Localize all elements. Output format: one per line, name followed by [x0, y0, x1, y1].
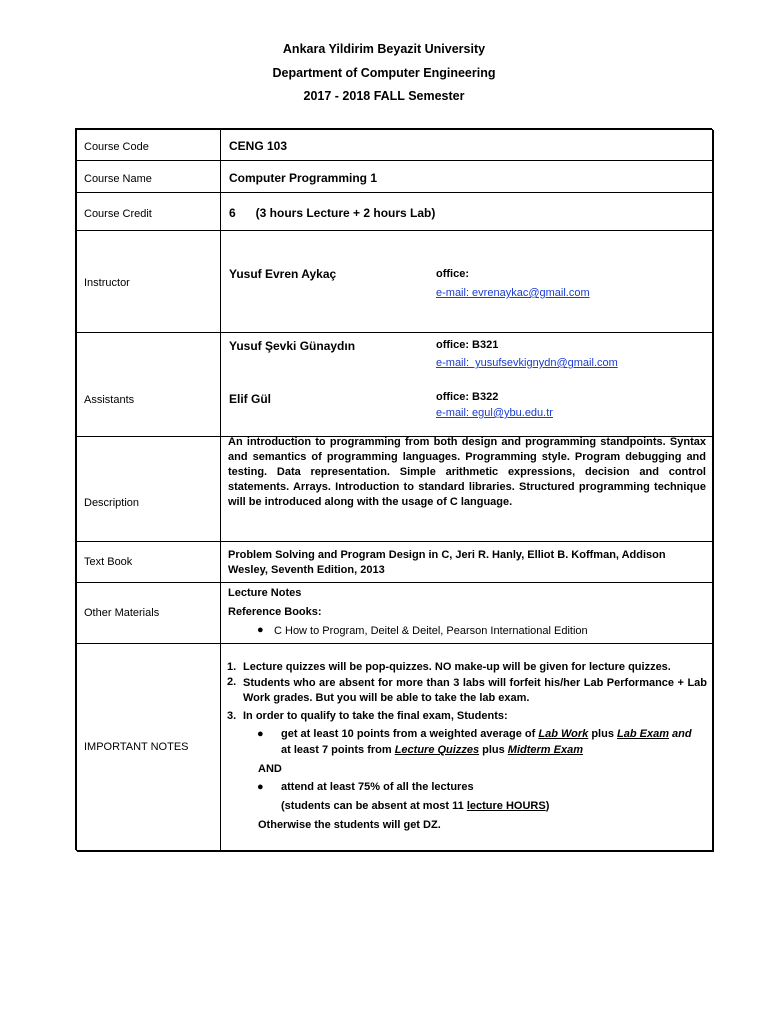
text-book-text: Problem Solving and Program Design in C, Jeri R. Hanly, Elliot B. Koffman, Addison Wesley, Seventh Edition, 2013	[228, 549, 666, 576]
lecture-notes: Lecture Notes	[228, 587, 302, 599]
row-divider	[77, 332, 712, 333]
instructor-label: Instructor	[84, 277, 130, 289]
description-text: An introduction to programming from both design and programming standpoints. Syntax and semantics of programming languages. Programming style. Program debugging and testing. Data representation. Simple arithmetic expressions, decision and control statements. Arrays. Introduction to standard libraries. Structured programming technique will be introduced along with the usage of C language.	[228, 436, 706, 508]
and-connector: AND	[258, 763, 282, 775]
assistant-email-link[interactable]: e-mail: egul@ybu.edu.tr	[436, 407, 553, 419]
text-book-label: Text Book	[84, 556, 133, 568]
exam-requirement-line1: get at least 10 points from a weighted average of Lab Work plus Lab Exam and	[281, 728, 692, 740]
instructor-office: office:	[436, 268, 469, 280]
row-divider	[77, 541, 712, 542]
university-title: Ankara Yildirim Beyazit University	[282, 42, 486, 56]
note-item: In order to qualify to take the final exam, Students:	[243, 710, 508, 722]
assistant-office: office: B322	[436, 391, 499, 403]
row-divider	[77, 582, 712, 583]
note-number: 2.	[227, 676, 237, 688]
assistant-name: Elif Gül	[229, 392, 271, 406]
column-divider	[220, 130, 221, 850]
assistant-name: Yusuf Şevki Günaydın	[229, 339, 356, 353]
other-materials-label: Other Materials	[84, 607, 160, 619]
assistant-email-link[interactable]: e-mail: yusufsevkignydn@gmail.com	[436, 357, 618, 369]
note-item: Students who are absent for more than 3 labs will forfeit his/her Lab Performance + Lab Work grades. But you will be able to take the lab exam.	[243, 677, 707, 704]
department-title: Department of Computer Engineering	[272, 66, 496, 80]
exam-requirement-line2: at least 7 points from Lecture Quizzes plus Midterm Exam	[281, 744, 583, 756]
reference-books-heading: Reference Books:	[228, 606, 322, 618]
course-info-table	[76, 129, 713, 851]
row-divider	[77, 230, 712, 231]
description-label: Description	[84, 497, 140, 509]
course-name-value: Computer Programming 1	[229, 171, 378, 185]
instructor-name: Yusuf Evren Aykaç	[229, 267, 337, 281]
course-credit-value: 6 (3 hours Lecture + 2 hours Lab)	[229, 206, 436, 220]
note-number: 1.	[227, 661, 237, 673]
attendance-requirement: attend at least 75% of all the lectures	[281, 781, 474, 793]
course-name-label: Course Name	[84, 173, 152, 185]
course-credit-label: Course Credit	[84, 208, 152, 220]
dz-warning: Otherwise the students will get DZ.	[258, 819, 441, 831]
row-divider	[77, 160, 712, 161]
instructor-email-link[interactable]: e-mail: evrenaykac@gmail.com	[436, 287, 590, 299]
assistants-label: Assistants	[84, 394, 135, 406]
note-number: 3.	[227, 710, 237, 722]
bullet-icon: ●	[257, 781, 264, 793]
reference-book-item: C How to Program, Deitel & Deitel, Pearson International Edition	[274, 625, 588, 637]
semester-title: 2017 - 2018 FALL Semester	[303, 89, 465, 103]
assistant-office: office: B321	[436, 339, 499, 351]
attendance-note: (students can be absent at most 11 lecture HOURS)	[281, 800, 550, 812]
course-code-label: Course Code	[84, 141, 149, 153]
bullet-icon: ●	[257, 624, 264, 636]
course-code-value: CENG 103	[229, 139, 288, 153]
row-divider	[77, 192, 712, 193]
note-item: Lecture quizzes will be pop-quizzes. NO make-up will be given for lecture quizzes.	[243, 661, 671, 673]
row-divider	[77, 643, 712, 644]
important-notes-label: IMPORTANT NOTES	[84, 741, 189, 753]
bullet-icon: ●	[257, 728, 264, 740]
